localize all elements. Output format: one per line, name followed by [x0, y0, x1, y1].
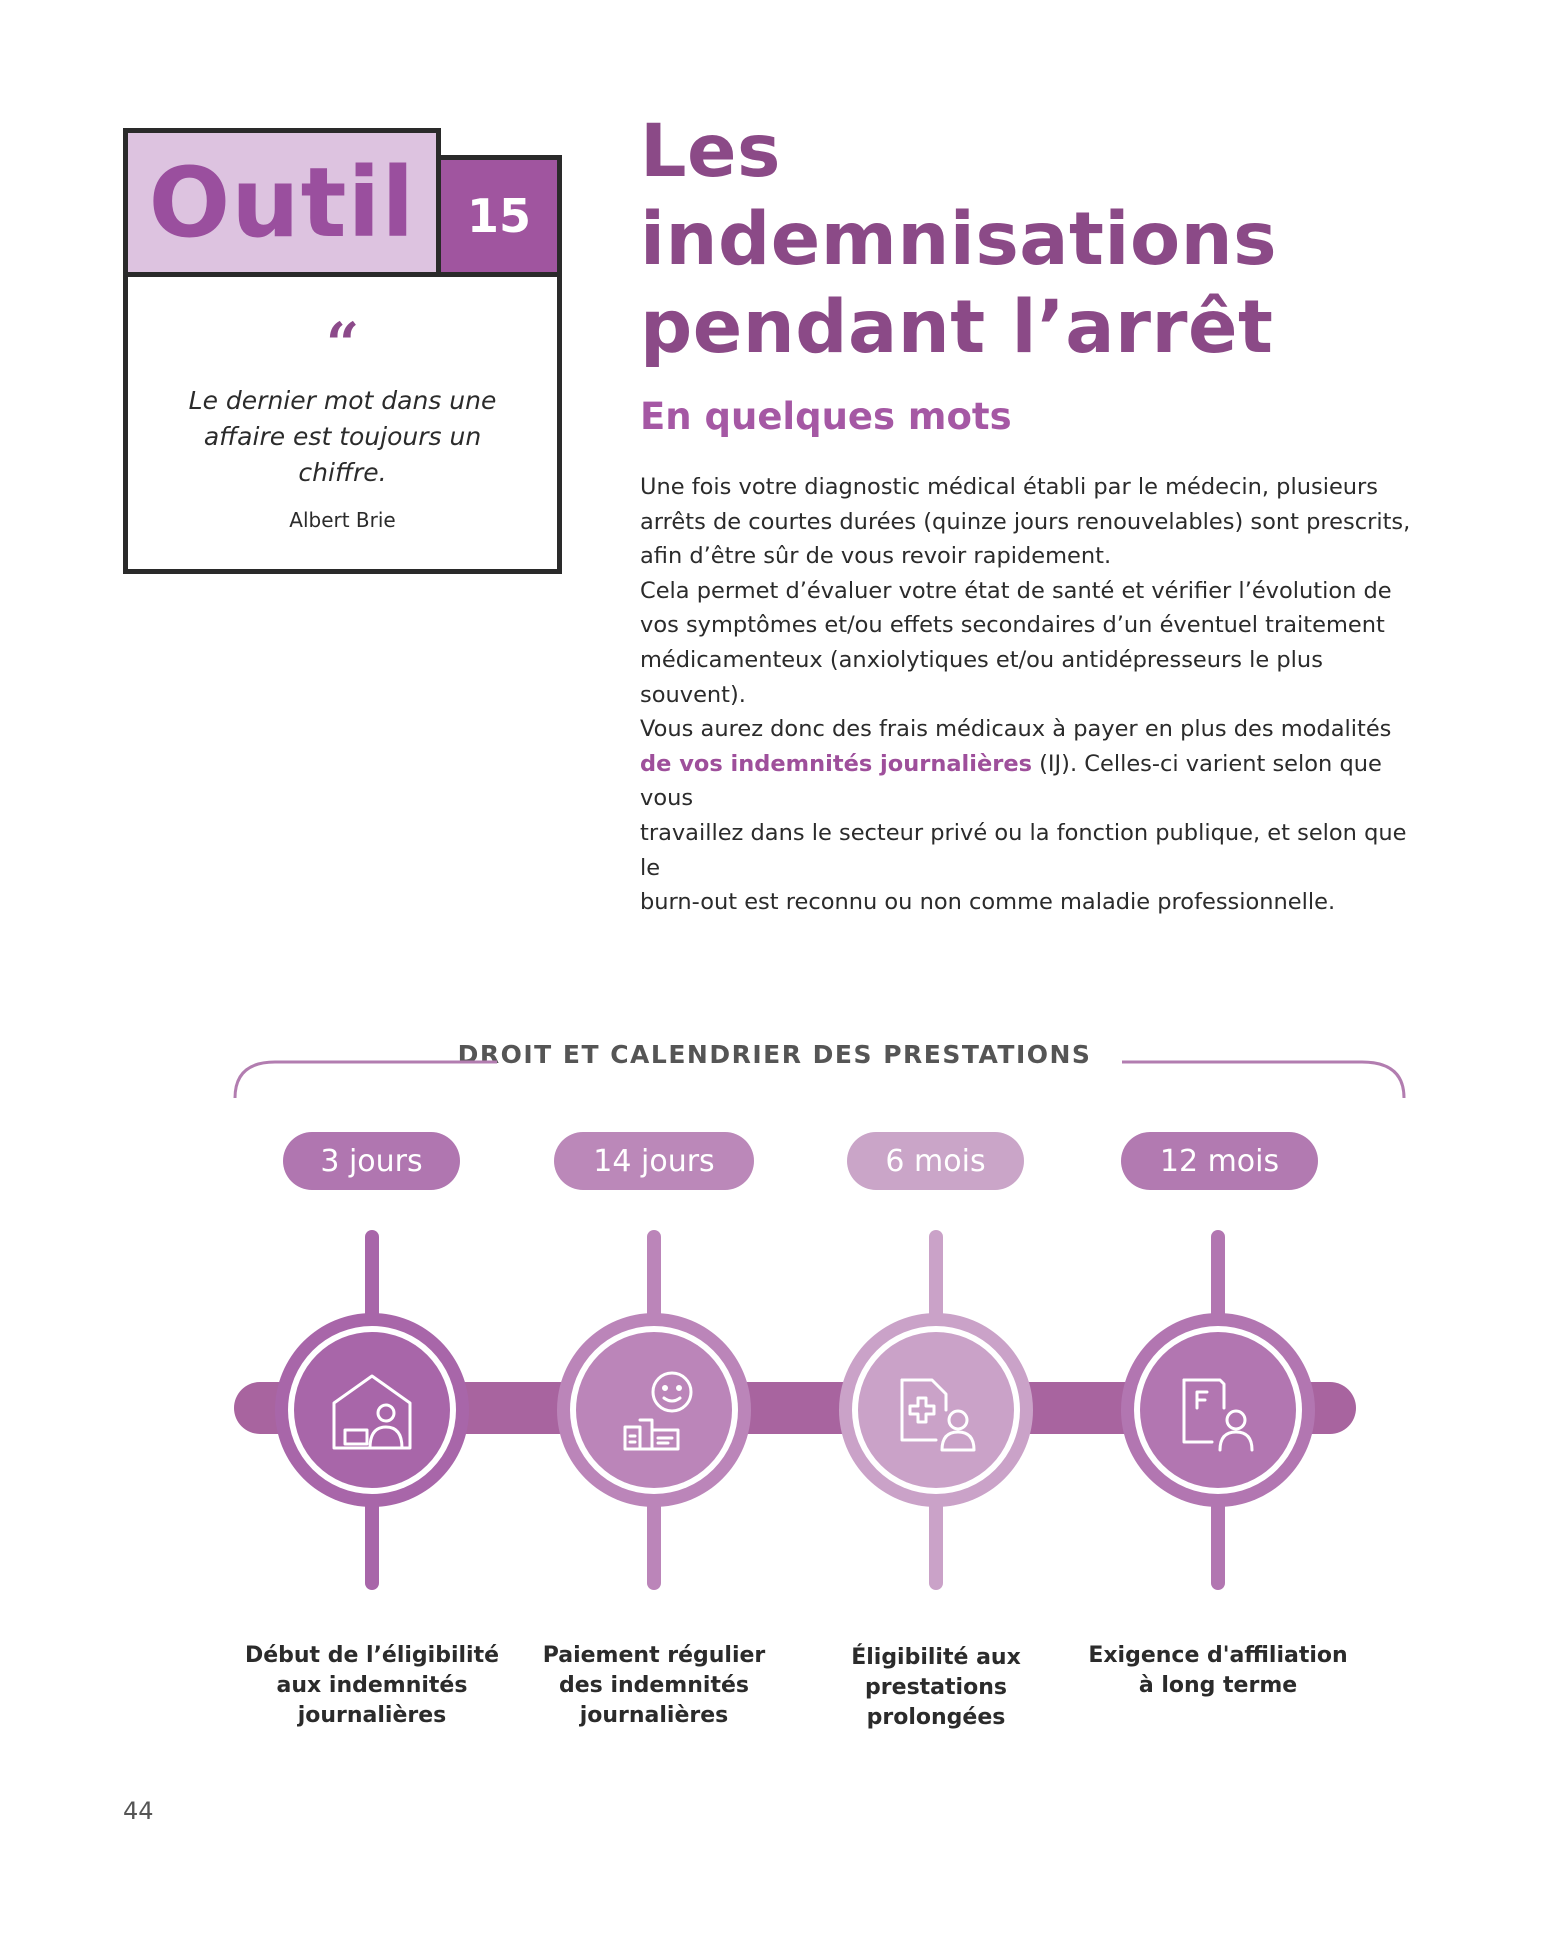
body-line: Vous aurez donc des frais médicaux à payer en plus des modalités — [640, 716, 1392, 743]
quote-line: chiffre. — [298, 458, 387, 487]
bracket-right — [1122, 1062, 1404, 1098]
quote-line: Le dernier mot dans une — [188, 386, 497, 415]
tool-label: Outil — [148, 146, 416, 259]
body-line: burn-out est reconnu ou non comme maladie professionnelle. — [640, 889, 1336, 916]
title-line: Les — [640, 109, 781, 194]
body-line: Une fois votre diagnostic médical établi par le médecin, plusieurs — [640, 474, 1379, 500]
title-line: indemnisations — [640, 197, 1278, 282]
duration-pill-2: 14 jours — [554, 1132, 754, 1190]
quote-author: Albert Brie — [289, 508, 396, 532]
quote-mark-icon: “ — [325, 310, 360, 378]
node-core — [576, 1332, 732, 1488]
caption-line: prestations — [865, 1675, 1007, 1700]
caption-line: prolongées — [866, 1705, 1006, 1730]
title-line: pendant l’arrêt — [640, 285, 1274, 370]
duration-pill-4: 12 mois — [1121, 1132, 1318, 1190]
body-line: médicamenteux (anxiolytiques et/ou antidépresseurs le plus souvent). — [640, 646, 1323, 708]
caption-line: Début de l’éligibilité — [244, 1643, 500, 1668]
timeline-title: DROIT ET CALENDRIER DES PRESTATIONS — [457, 1040, 1092, 1069]
body-line: travaillez dans le secteur privé ou la fonction publique, et selon que le — [640, 819, 1407, 881]
node-core — [294, 1332, 450, 1488]
step-caption-4 — [1068, 1641, 1368, 1701]
duration-pill-3: 6 mois — [847, 1132, 1024, 1190]
body-line: vos symptômes et/ou effets secondaires d’un éventuel traitement — [640, 612, 1385, 639]
caption-line: Éligibilité aux — [851, 1645, 1021, 1670]
bracket-left — [235, 1062, 497, 1098]
step-caption-1 — [232, 1641, 512, 1731]
body-line: arrêts de courtes durées (quinze jours renouvelables) sont prescrits, — [640, 508, 1411, 535]
step-caption-3 — [796, 1643, 1076, 1733]
page-number: 44 — [123, 1797, 154, 1825]
tool-number: 15 — [466, 189, 531, 243]
caption-line: des indemnités — [559, 1673, 749, 1698]
timeline-node-3 — [839, 1230, 1033, 1590]
highlight-text: de vos indemnités journalières — [640, 750, 1032, 777]
body-line: Cela permet d’évaluer votre état de santé et vérifier l’évolution de — [640, 577, 1392, 604]
node-core — [858, 1332, 1014, 1488]
timeline-node-2 — [557, 1230, 751, 1590]
body-line-rest: (IJ). Celles-ci varient selon que vous — [640, 750, 1382, 812]
caption-line: Exigence d'affiliation — [1088, 1643, 1348, 1668]
timeline-node-4 — [1121, 1230, 1315, 1590]
duration-pill-1: 3 jours — [283, 1132, 460, 1190]
caption-line: Paiement régulier — [542, 1643, 766, 1668]
timeline-node-1 — [275, 1230, 469, 1590]
step-caption-2 — [514, 1641, 794, 1731]
node-core — [1140, 1332, 1296, 1488]
quote-line: affaire est toujours un — [203, 422, 482, 451]
caption-line: journalières — [579, 1703, 729, 1728]
section-subtitle: En quelques mots — [640, 395, 1012, 438]
caption-line: à long terme — [1138, 1673, 1298, 1698]
caption-line: aux indemnités — [276, 1673, 468, 1698]
body-line: afin d’être sûr de vous revoir rapidement. — [640, 543, 1112, 570]
caption-line: journalières — [297, 1703, 447, 1728]
